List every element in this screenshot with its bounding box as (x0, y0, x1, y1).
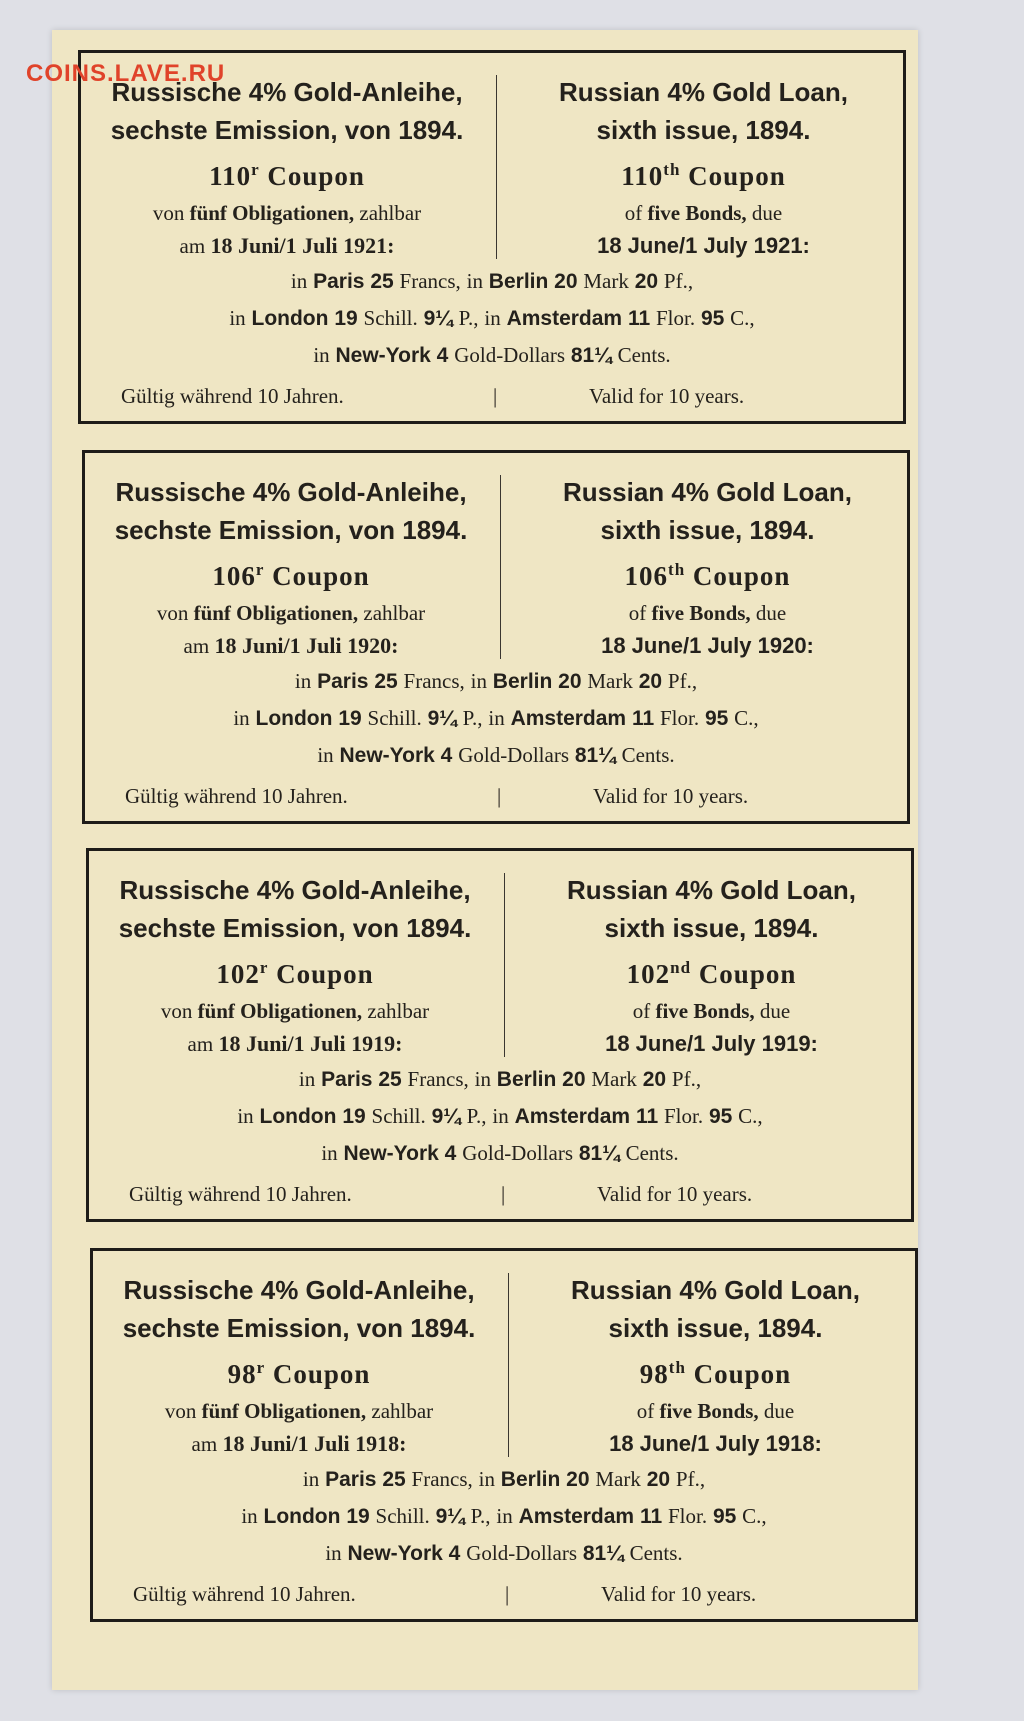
de-coupon-number: 110$^r$ Coupon (209, 160, 365, 191)
payment-new-york: in New-York 4 Gold-Dollars 81¼ Cents. (313, 343, 671, 367)
de-title-line-1: Russische 4% Gold-Anleihe, (115, 477, 467, 507)
column-divider (508, 1273, 509, 1457)
validity-separator: | (505, 1582, 510, 1606)
validity-separator: | (501, 1182, 506, 1206)
en-bonds-line: of five Bonds, due (636, 1399, 795, 1423)
en-title-line-2: sixth issue, 1894. (600, 515, 815, 545)
payment-paris-berlin: in Paris 25 Francs, in Berlin 20 Mark 20 Pf., (298, 1067, 702, 1091)
de-title-line-1: Russische 4% Gold-Anleihe, (123, 1275, 475, 1305)
en-due-line: 18 June/1 July 1918: (609, 1431, 822, 1456)
de-bonds-line: von fünf Obligationen, zahlbar (160, 999, 430, 1023)
en-bonds-line: of five Bonds, due (628, 601, 787, 625)
en-title-line-2: sixth issue, 1894. (608, 1313, 823, 1343)
de-bonds-line: von fünf Obligationen, zahlbar (164, 1399, 434, 1423)
de-title-line-1: Russische 4% Gold-Anleihe, (111, 77, 463, 107)
de-coupon-number: 98$^r$ Coupon (227, 1358, 371, 1389)
en-title-line-1: Russian 4% Gold Loan, (563, 477, 852, 507)
watermark: COINS.LAVE.RU (26, 60, 226, 87)
en-bonds-line: of five Bonds, due (632, 999, 791, 1023)
en-coupon-number: 98th Coupon (639, 1358, 792, 1389)
validity-separator: | (493, 384, 498, 408)
german-column (99, 1271, 499, 1461)
english-column (514, 871, 909, 1060)
validity-de: Gültig während 10 Jahren. (133, 1582, 356, 1606)
payment-new-york: in New-York 4 Gold-Dollars 81¼ Cents. (317, 743, 675, 767)
de-due-line: am 18 Juni/1 Juli 1920: (183, 633, 399, 658)
german-column (91, 473, 491, 663)
validity-en: Valid for 10 years. (597, 1182, 753, 1206)
de-coupon-number: 106$^r$ Coupon (212, 560, 370, 591)
payment-paris-berlin: in Paris 25 Francs, in Berlin 20 Mark 20 Pf., (290, 269, 694, 293)
en-title-line-1: Russian 4% Gold Loan, (559, 77, 848, 107)
de-title-line-1: Russische 4% Gold-Anleihe, (119, 875, 471, 905)
en-bonds-line: of five Bonds, due (624, 201, 783, 225)
en-due-line: 18 June/1 July 1921: (597, 233, 810, 258)
validity-en: Valid for 10 years. (601, 1582, 757, 1606)
en-title-line-1: Russian 4% Gold Loan, (567, 875, 856, 905)
payment-paris-berlin: in Paris 25 Francs, in Berlin 20 Mark 20 Pf., (294, 669, 698, 693)
en-title-line-2: sixth issue, 1894. (604, 913, 819, 943)
de-title-line-2: sechste Emission, von 1894. (118, 913, 472, 943)
de-title-line-2: sechste Emission, von 1894. (122, 1313, 476, 1343)
payment-new-york: in New-York 4 Gold-Dollars 81¼ Cents. (325, 1541, 683, 1565)
column-divider (496, 75, 497, 259)
payment-paris-berlin: in Paris 25 Francs, in Berlin 20 Mark 20 Pf., (302, 1467, 706, 1491)
en-coupon-number: 106th Coupon (624, 560, 791, 591)
validity-en: Valid for 10 years. (593, 784, 749, 808)
de-due-line: am 18 Juni/1 Juli 1919: (187, 1031, 403, 1056)
en-due-line: 18 June/1 July 1919: (605, 1031, 818, 1056)
coupon-110 (78, 50, 906, 424)
validity-en: Valid for 10 years. (589, 384, 745, 408)
payment-london-amsterdam: in London 19 Schill. 9¼ P., in Amsterdam 11 Flor. 95 C., (229, 306, 755, 330)
de-due-line: am 18 Juni/1 Juli 1921: (179, 233, 395, 258)
en-coupon-number: 110th Coupon (621, 160, 786, 191)
en-coupon-number: 102nd Coupon (626, 958, 797, 989)
payment-london-amsterdam: in London 19 Schill. 9¼ P., in Amsterdam 11 Flor. 95 C., (241, 1504, 767, 1528)
en-due-line: 18 June/1 July 1920: (601, 633, 814, 658)
english-column (506, 73, 901, 262)
de-due-line: am 18 Juni/1 Juli 1918: (191, 1431, 407, 1456)
payment-new-york: in New-York 4 Gold-Dollars 81¼ Cents. (321, 1141, 679, 1165)
coupon-106 (82, 450, 910, 824)
en-title-line-2: sixth issue, 1894. (596, 115, 811, 145)
validity-de: Gültig während 10 Jahren. (125, 784, 348, 808)
validity-separator: | (497, 784, 502, 808)
english-column (510, 473, 905, 662)
de-bonds-line: von fünf Obligationen, zahlbar (156, 601, 426, 625)
coupon-102 (86, 848, 914, 1222)
de-coupon-number: 102$^r$ Coupon (216, 958, 374, 989)
coupon-sheet (52, 30, 918, 1690)
de-title-line-2: sechste Emission, von 1894. (114, 515, 468, 545)
german-column (87, 73, 487, 263)
de-bonds-line: von fünf Obligationen, zahlbar (152, 201, 422, 225)
english-column (518, 1271, 913, 1460)
validity-de: Gültig während 10 Jahren. (121, 384, 344, 408)
column-divider (504, 873, 505, 1057)
coupon-98 (90, 1248, 918, 1622)
validity-de: Gültig während 10 Jahren. (129, 1182, 352, 1206)
en-title-line-1: Russian 4% Gold Loan, (571, 1275, 860, 1305)
column-divider (500, 475, 501, 659)
payment-london-amsterdam: in London 19 Schill. 9¼ P., in Amsterdam 11 Flor. 95 C., (233, 706, 759, 730)
payment-london-amsterdam: in London 19 Schill. 9¼ P., in Amsterdam 11 Flor. 95 C., (237, 1104, 763, 1128)
de-title-line-2: sechste Emission, von 1894. (110, 115, 464, 145)
german-column (95, 871, 495, 1061)
